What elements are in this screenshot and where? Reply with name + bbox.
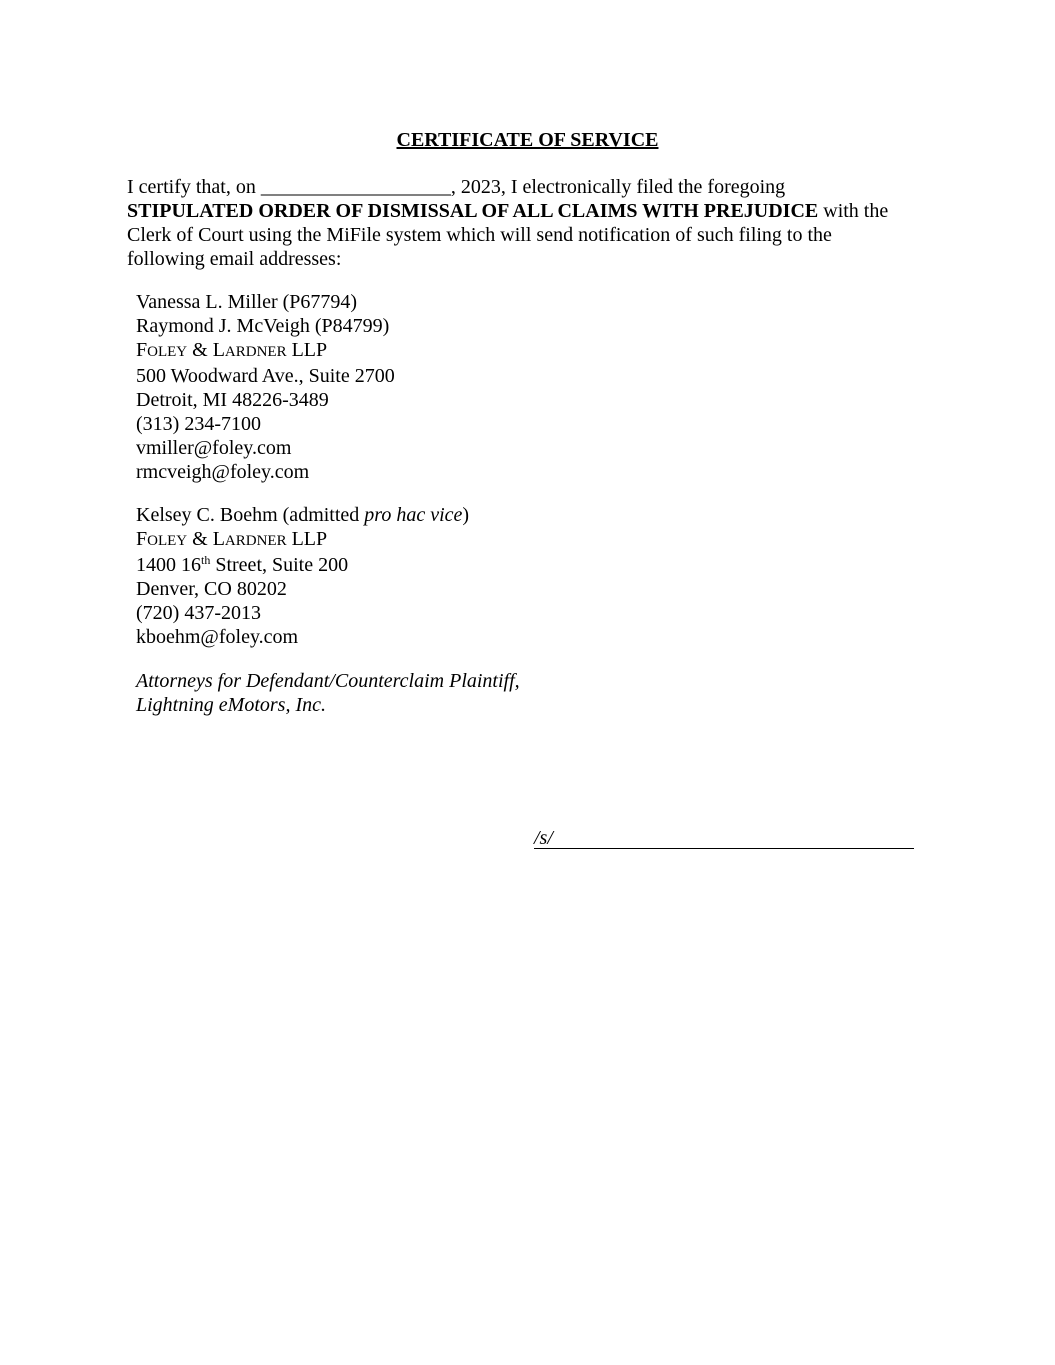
firm-name: FOLEY & LARDNER LLP: [136, 528, 328, 550]
counsel-block-2: [136, 503, 469, 649]
attorney-name-close: ): [462, 504, 470, 526]
certification-line-1: I certify that, on ___________________, 2023, I electronically filed the foregoing: [127, 176, 786, 198]
attorney-name: [136, 503, 469, 527]
signature-mark: /s/: [534, 827, 553, 849]
certification-line-2-tail: with the: [818, 200, 889, 222]
ordinal-suffix: th: [201, 553, 211, 567]
firm-name: FOLEY & LARDNER LLP: [136, 339, 328, 361]
street-number: 1400 16: [136, 554, 201, 576]
email-address: kboehm@foley.com: [136, 626, 299, 648]
representation-line-1: Attorneys for Defendant/Counterclaim Plaintiff,: [136, 670, 520, 692]
pro-hac-vice-text: pro hac vice: [364, 504, 463, 526]
attorney-name: Vanessa L. Miller (P67794): [136, 291, 358, 313]
phone-number: (720) 437-2013: [136, 602, 261, 624]
certification-line-3: Clerk of Court using the MiFile system which will send notification of such filing to the: [127, 224, 832, 246]
counsel-block-1: [136, 290, 395, 484]
representation-statement: [136, 669, 520, 717]
email-address: vmiller@foley.com: [136, 437, 292, 459]
certification-paragraph: [127, 175, 927, 271]
street-rest: Street, Suite 200: [210, 554, 349, 576]
page-title: CERTIFICATE OF SERVICE: [396, 129, 659, 151]
city-state-zip: Detroit, MI 48226-3489: [136, 389, 329, 411]
email-address: rmcveigh@foley.com: [136, 461, 310, 483]
phone-number: (313) 234-7100: [136, 413, 261, 435]
certification-line-2: [127, 199, 927, 223]
city-state-zip: Denver, CO 80202: [136, 578, 287, 600]
attorney-name: Raymond J. McVeigh (P84799): [136, 315, 390, 337]
street-address: 500 Woodward Ave., Suite 2700: [136, 365, 395, 387]
document-name: STIPULATED ORDER OF DISMISSAL OF ALL CLAIMS WITH PREJUDICE: [127, 200, 819, 222]
representation-line-2: Lightning eMotors, Inc.: [136, 694, 326, 716]
certification-line-4: following email addresses:: [127, 248, 342, 270]
signature-line: [534, 848, 914, 849]
attorney-name-text: Kelsey C. Boehm (admitted: [136, 504, 365, 526]
street-address: [136, 553, 469, 577]
